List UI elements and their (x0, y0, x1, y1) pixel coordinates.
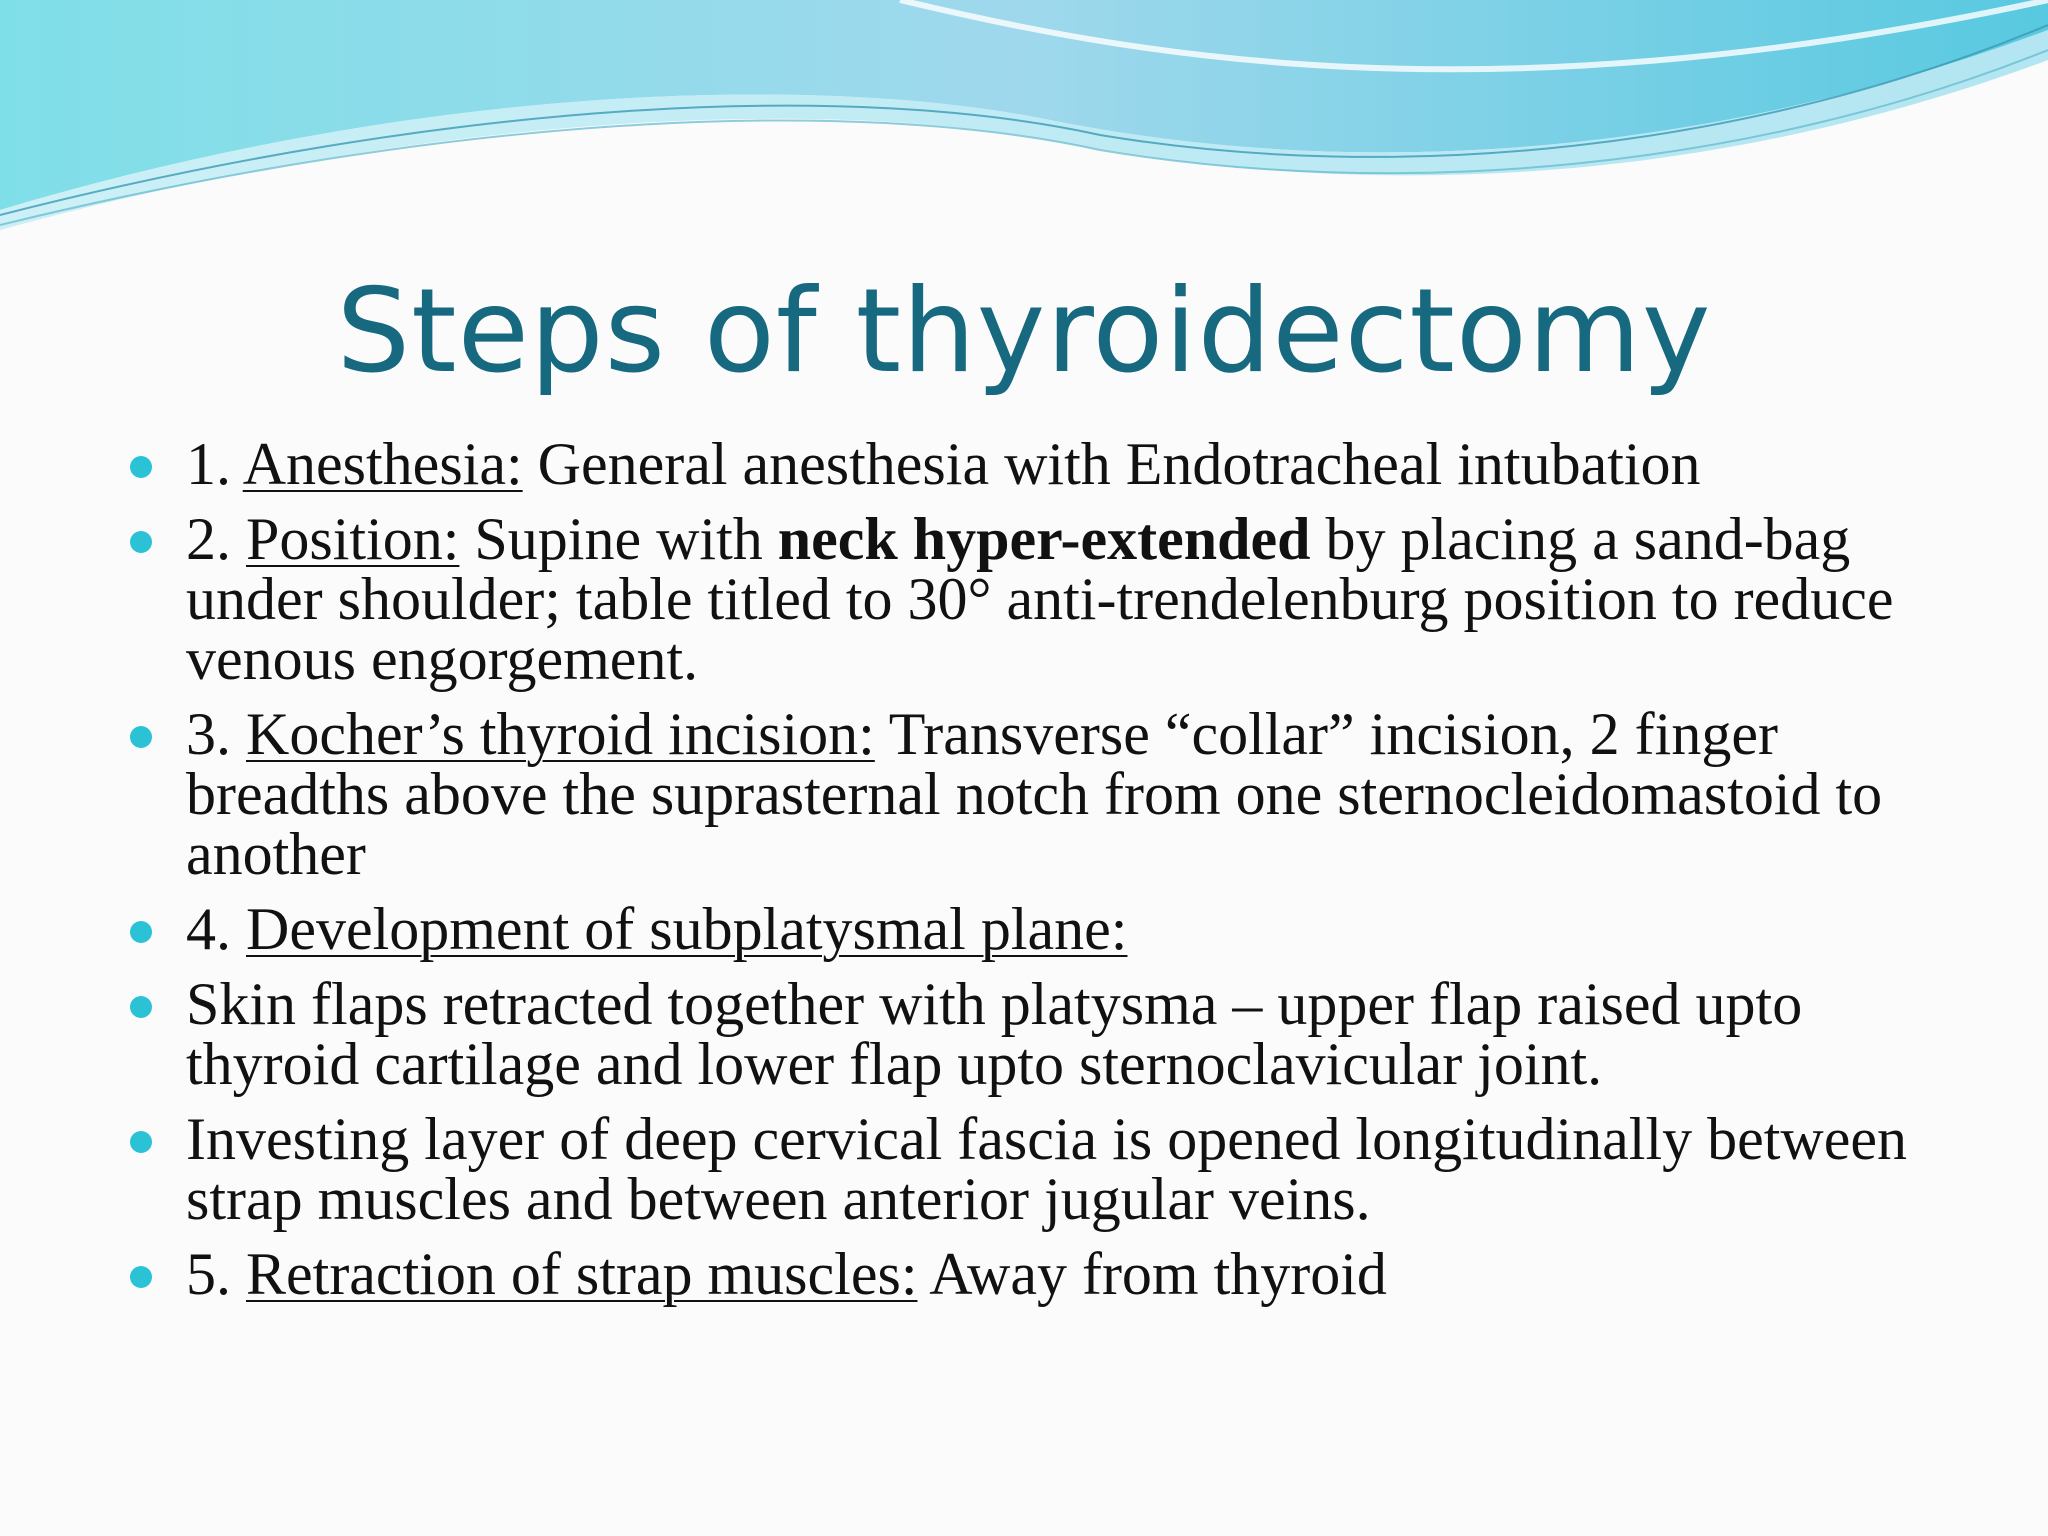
bullet-dot-icon (130, 996, 152, 1018)
step-heading: Position: (246, 506, 460, 572)
step-heading: Development of subplatysmal plane: (246, 896, 1128, 962)
bullet-dot-icon (130, 456, 152, 478)
list-item: Skin flaps retracted together with platysma – upper flap raised upto thyroid cartilage and lower flap upto sternoclavicular joint. (130, 974, 1930, 1094)
slide-title: Steps of thyroidectomy (336, 264, 1712, 399)
bullet-dot-icon (130, 1131, 152, 1153)
list-item: 1. Anesthesia: General anesthesia with Endotracheal intubation (130, 434, 1930, 494)
bold-emphasis: neck hyper-extended (777, 506, 1311, 572)
list-item: 2. Position: Supine with neck hyper-extended by placing a sand-bag under shoulder; table titled to 30° anti-trendelenburg position to reduce venous engorgement. (130, 509, 1930, 689)
bullet-dot-icon (130, 1266, 152, 1288)
header-wave-decoration (0, 0, 2048, 260)
bullet-dot-icon (130, 726, 152, 748)
list-item: 4. Development of subplatysmal plane: (130, 899, 1930, 959)
bullet-list (130, 431, 1930, 1319)
step-heading: Kocher’s thyroid incision: (246, 701, 875, 767)
step-heading: Anesthesia: (242, 431, 523, 497)
bullet-dot-icon (130, 531, 152, 553)
list-item: 3. Kocher’s thyroid incision: Transverse “collar” incision, 2 finger breadths above the suprasternal notch from one sternocleidomastoid to another (130, 704, 1930, 884)
step-heading: Retraction of strap muscles: (246, 1241, 918, 1307)
list-item: Investing layer of deep cervical fascia is opened longitudinally between strap muscles and between anterior jugular veins. (130, 1109, 1930, 1229)
list-item: 5. Retraction of strap muscles: Away from thyroid (130, 1244, 1930, 1304)
bullet-dot-icon (130, 921, 152, 943)
